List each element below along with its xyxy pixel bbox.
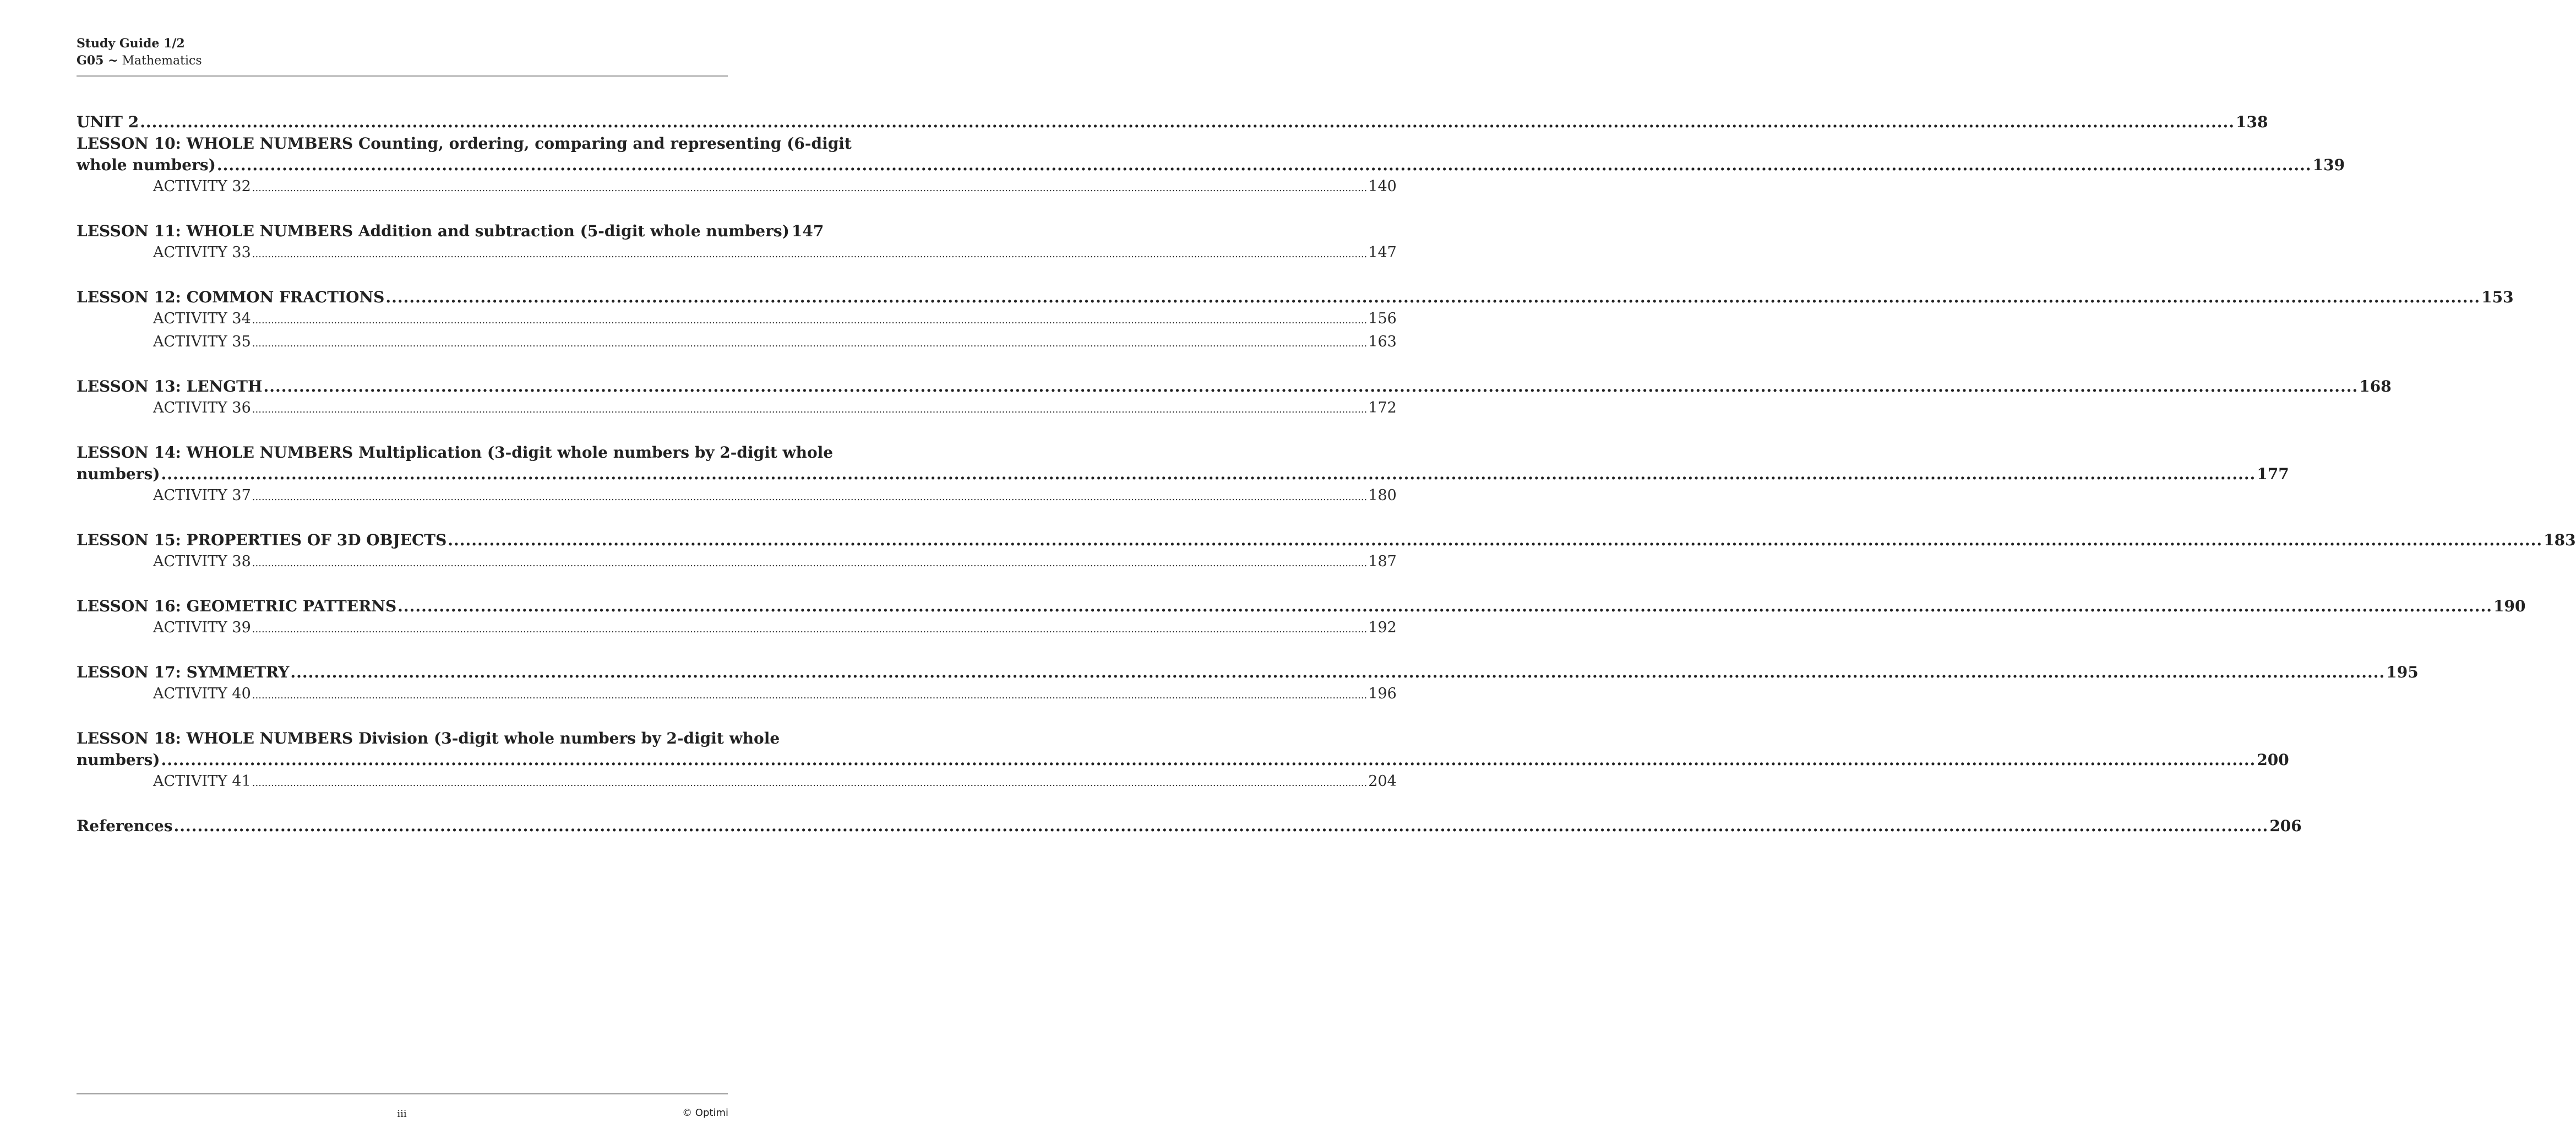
toc-entry-activity-40[interactable] bbox=[77, 683, 1397, 706]
toc-entry-lesson-14[interactable] bbox=[77, 442, 2289, 485]
leader-dots bbox=[252, 617, 1367, 640]
toc-page: 200 bbox=[2257, 751, 2289, 769]
toc-page: 180 bbox=[1368, 487, 1397, 504]
toc-entry-activity-36[interactable] bbox=[77, 397, 1397, 420]
leader-dots bbox=[252, 397, 1367, 420]
leader-dots bbox=[290, 661, 2385, 683]
toc-entry-activity-34[interactable] bbox=[77, 308, 1397, 331]
toc-label: ACTIVITY 38 bbox=[153, 553, 251, 570]
toc-label-line2: numbers) bbox=[77, 465, 160, 483]
toc-page: 147 bbox=[791, 222, 824, 240]
toc-label: ACTIVITY 37 bbox=[153, 487, 251, 504]
toc-entry-references[interactable] bbox=[77, 815, 2302, 837]
page-header bbox=[77, 35, 728, 69]
toc-label: ACTIVITY 36 bbox=[153, 399, 251, 416]
toc-page: 183 bbox=[2544, 531, 2576, 549]
toc-entry-activity-32[interactable] bbox=[77, 176, 1397, 199]
toc-entry-lesson-11[interactable] bbox=[77, 220, 824, 242]
toc-label-line2: whole numbers) bbox=[77, 156, 216, 174]
footer-divider bbox=[77, 1093, 728, 1094]
leader-dots bbox=[161, 463, 2256, 485]
toc-entry-activity-35[interactable] bbox=[77, 331, 1397, 354]
toc-label: LESSON 16: GEOMETRIC PATTERNS bbox=[77, 597, 397, 615]
toc-page: 147 bbox=[1368, 244, 1397, 261]
leader-dots bbox=[252, 771, 1367, 794]
leader-dots bbox=[252, 331, 1367, 354]
toc-page: 196 bbox=[1368, 685, 1397, 702]
toc-entry-lesson-12[interactable] bbox=[77, 286, 2514, 308]
toc-page: 138 bbox=[2236, 113, 2268, 131]
toc-entry-activity-37[interactable] bbox=[77, 485, 1397, 508]
toc-label: ACTIVITY 32 bbox=[153, 178, 251, 195]
course-subject: Mathematics bbox=[122, 54, 202, 68]
toc-label-line1: LESSON 18: WHOLE NUMBERS Division (3-digit whole numbers by 2-digit whole bbox=[77, 729, 780, 747]
leader-dots bbox=[385, 286, 2480, 308]
toc-entry-activity-38[interactable] bbox=[77, 551, 1397, 574]
leader-dots bbox=[252, 308, 1367, 331]
leader-dots bbox=[448, 529, 2542, 551]
toc-label: LESSON 15: PROPERTIES OF 3D OBJECTS bbox=[77, 531, 447, 549]
leader-dots bbox=[174, 815, 2269, 837]
leader-dots bbox=[252, 683, 1367, 706]
toc-page: 172 bbox=[1368, 399, 1397, 416]
course-line bbox=[77, 52, 728, 69]
toc-entry-lesson-17[interactable] bbox=[77, 661, 2419, 683]
leader-dots bbox=[252, 551, 1367, 574]
toc-label: UNIT 2 bbox=[77, 113, 139, 131]
toc-page: 163 bbox=[1368, 333, 1397, 350]
toc-page: 139 bbox=[2312, 156, 2345, 174]
course-code: G05 ~ bbox=[77, 53, 118, 68]
toc-entry-lesson-10[interactable] bbox=[77, 133, 2345, 176]
leader-dots bbox=[263, 376, 2358, 397]
leader-dots bbox=[217, 154, 2312, 176]
toc-label-line1: LESSON 10: WHOLE NUMBERS Counting, ordering, comparing and representing (6-digit bbox=[77, 134, 852, 153]
toc-label: ACTIVITY 34 bbox=[153, 310, 251, 327]
toc-label: LESSON 13: LENGTH bbox=[77, 377, 263, 395]
toc-entry-activity-39[interactable] bbox=[77, 617, 1397, 640]
leader-dots bbox=[252, 242, 1367, 265]
header-divider bbox=[77, 75, 728, 77]
toc-entry-lesson-18[interactable] bbox=[77, 728, 2289, 771]
toc-label: LESSON 17: SYMMETRY bbox=[77, 663, 290, 681]
toc-label-line2: numbers) bbox=[77, 751, 160, 769]
toc-entry-activity-33[interactable] bbox=[77, 242, 1397, 265]
toc-page: 192 bbox=[1368, 619, 1397, 636]
leader-dots bbox=[252, 485, 1367, 508]
toc-page: 204 bbox=[1368, 773, 1397, 790]
footer-page-number: iii bbox=[397, 1108, 407, 1120]
leader-dots bbox=[140, 111, 2235, 133]
toc-label: ACTIVITY 40 bbox=[153, 685, 251, 702]
toc-entry-lesson-13[interactable] bbox=[77, 376, 2392, 397]
toc-page: 140 bbox=[1368, 178, 1397, 195]
toc-entry-unit-2[interactable] bbox=[77, 111, 2268, 133]
guide-title: Study Guide 1/2 bbox=[77, 36, 185, 51]
toc-page: 195 bbox=[2386, 663, 2419, 681]
toc-label: References bbox=[77, 817, 173, 835]
table-of-contents bbox=[77, 111, 2576, 837]
toc-page: 153 bbox=[2481, 288, 2514, 306]
toc-entry-lesson-16[interactable] bbox=[77, 595, 2526, 617]
toc-label: LESSON 11: WHOLE NUMBERS Addition and subtraction (5-digit whole numbers) bbox=[77, 222, 789, 240]
toc-label-line1: LESSON 14: WHOLE NUMBERS Multiplication (3-digit whole numbers by 2-digit whole bbox=[77, 443, 834, 462]
toc-page: 187 bbox=[1368, 553, 1397, 570]
leader-dots bbox=[161, 749, 2256, 771]
toc-page: 206 bbox=[2269, 817, 2302, 835]
toc-label: ACTIVITY 33 bbox=[153, 244, 251, 261]
toc-entry-activity-41[interactable] bbox=[77, 771, 1397, 794]
toc-label: ACTIVITY 35 bbox=[153, 333, 251, 350]
toc-page: 156 bbox=[1368, 310, 1397, 327]
toc-page: 168 bbox=[2359, 377, 2392, 395]
toc-entry-lesson-15[interactable] bbox=[77, 529, 2576, 551]
toc-page: 177 bbox=[2257, 465, 2289, 483]
toc-label: ACTIVITY 41 bbox=[153, 773, 251, 790]
leader-dots bbox=[397, 595, 2492, 617]
toc-label: ACTIVITY 39 bbox=[153, 619, 251, 636]
toc-page: 190 bbox=[2493, 597, 2526, 615]
leader-dots bbox=[252, 176, 1367, 199]
toc-label: LESSON 12: COMMON FRACTIONS bbox=[77, 288, 385, 306]
footer-copyright: © Optimi bbox=[682, 1107, 728, 1119]
